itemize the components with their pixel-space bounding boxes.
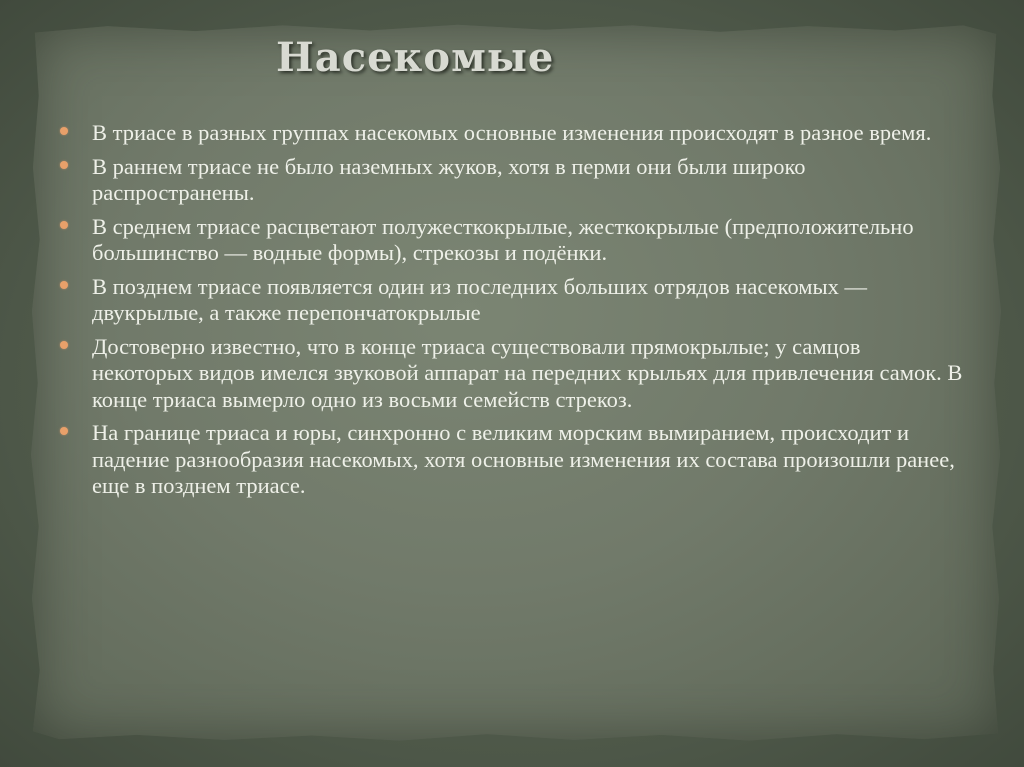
bullet-text: В позднем триасе появляется один из последних больших отрядов насекомых — двукрылые, а также перепончатокрылые (92, 273, 867, 325)
bullet-dot-icon (60, 161, 68, 169)
bullet-text: В раннем триасе не было наземных жуков, хотя в перми они были широко распространены. (92, 153, 806, 205)
bullet-dot-icon (60, 427, 68, 435)
bullet-item (60, 420, 965, 500)
bullet-dot-icon (60, 127, 68, 135)
slide-title: Насекомые (276, 34, 555, 81)
bullet-item (60, 214, 965, 267)
bullet-dot-icon (60, 221, 68, 229)
bullet-item (60, 120, 965, 147)
bullet-dot-icon (60, 281, 68, 289)
bullet-item (60, 334, 965, 414)
bullet-dot-icon (60, 341, 68, 349)
bullet-item (60, 274, 965, 327)
bullet-text: Достоверно известно, что в конце триаса существовали прямокрылые; у самцов некоторых видов имелся звуковой аппарат на передних крыльях для привлечения самок. В конце триаса вымерло одно из восьми семейств стрекоз. (92, 333, 963, 412)
bullet-text: В триасе в разных группах насекомых основные изменения происходят в разное время. (92, 120, 932, 145)
bullet-list (60, 120, 965, 507)
bullet-text: В среднем триасе расцветают полужесткокрылые, жесткокрылые (предположительно большинство — водные формы), стрекозы и подёнки. (92, 213, 914, 265)
bullet-item (60, 154, 965, 207)
bullet-text: На границе триаса и юры, синхронно с великим морским вымиранием, происходит и падение разнообразия насекомых, хотя основные изменения их состава произошли ранее, еще в позднем триасе. (92, 420, 955, 498)
